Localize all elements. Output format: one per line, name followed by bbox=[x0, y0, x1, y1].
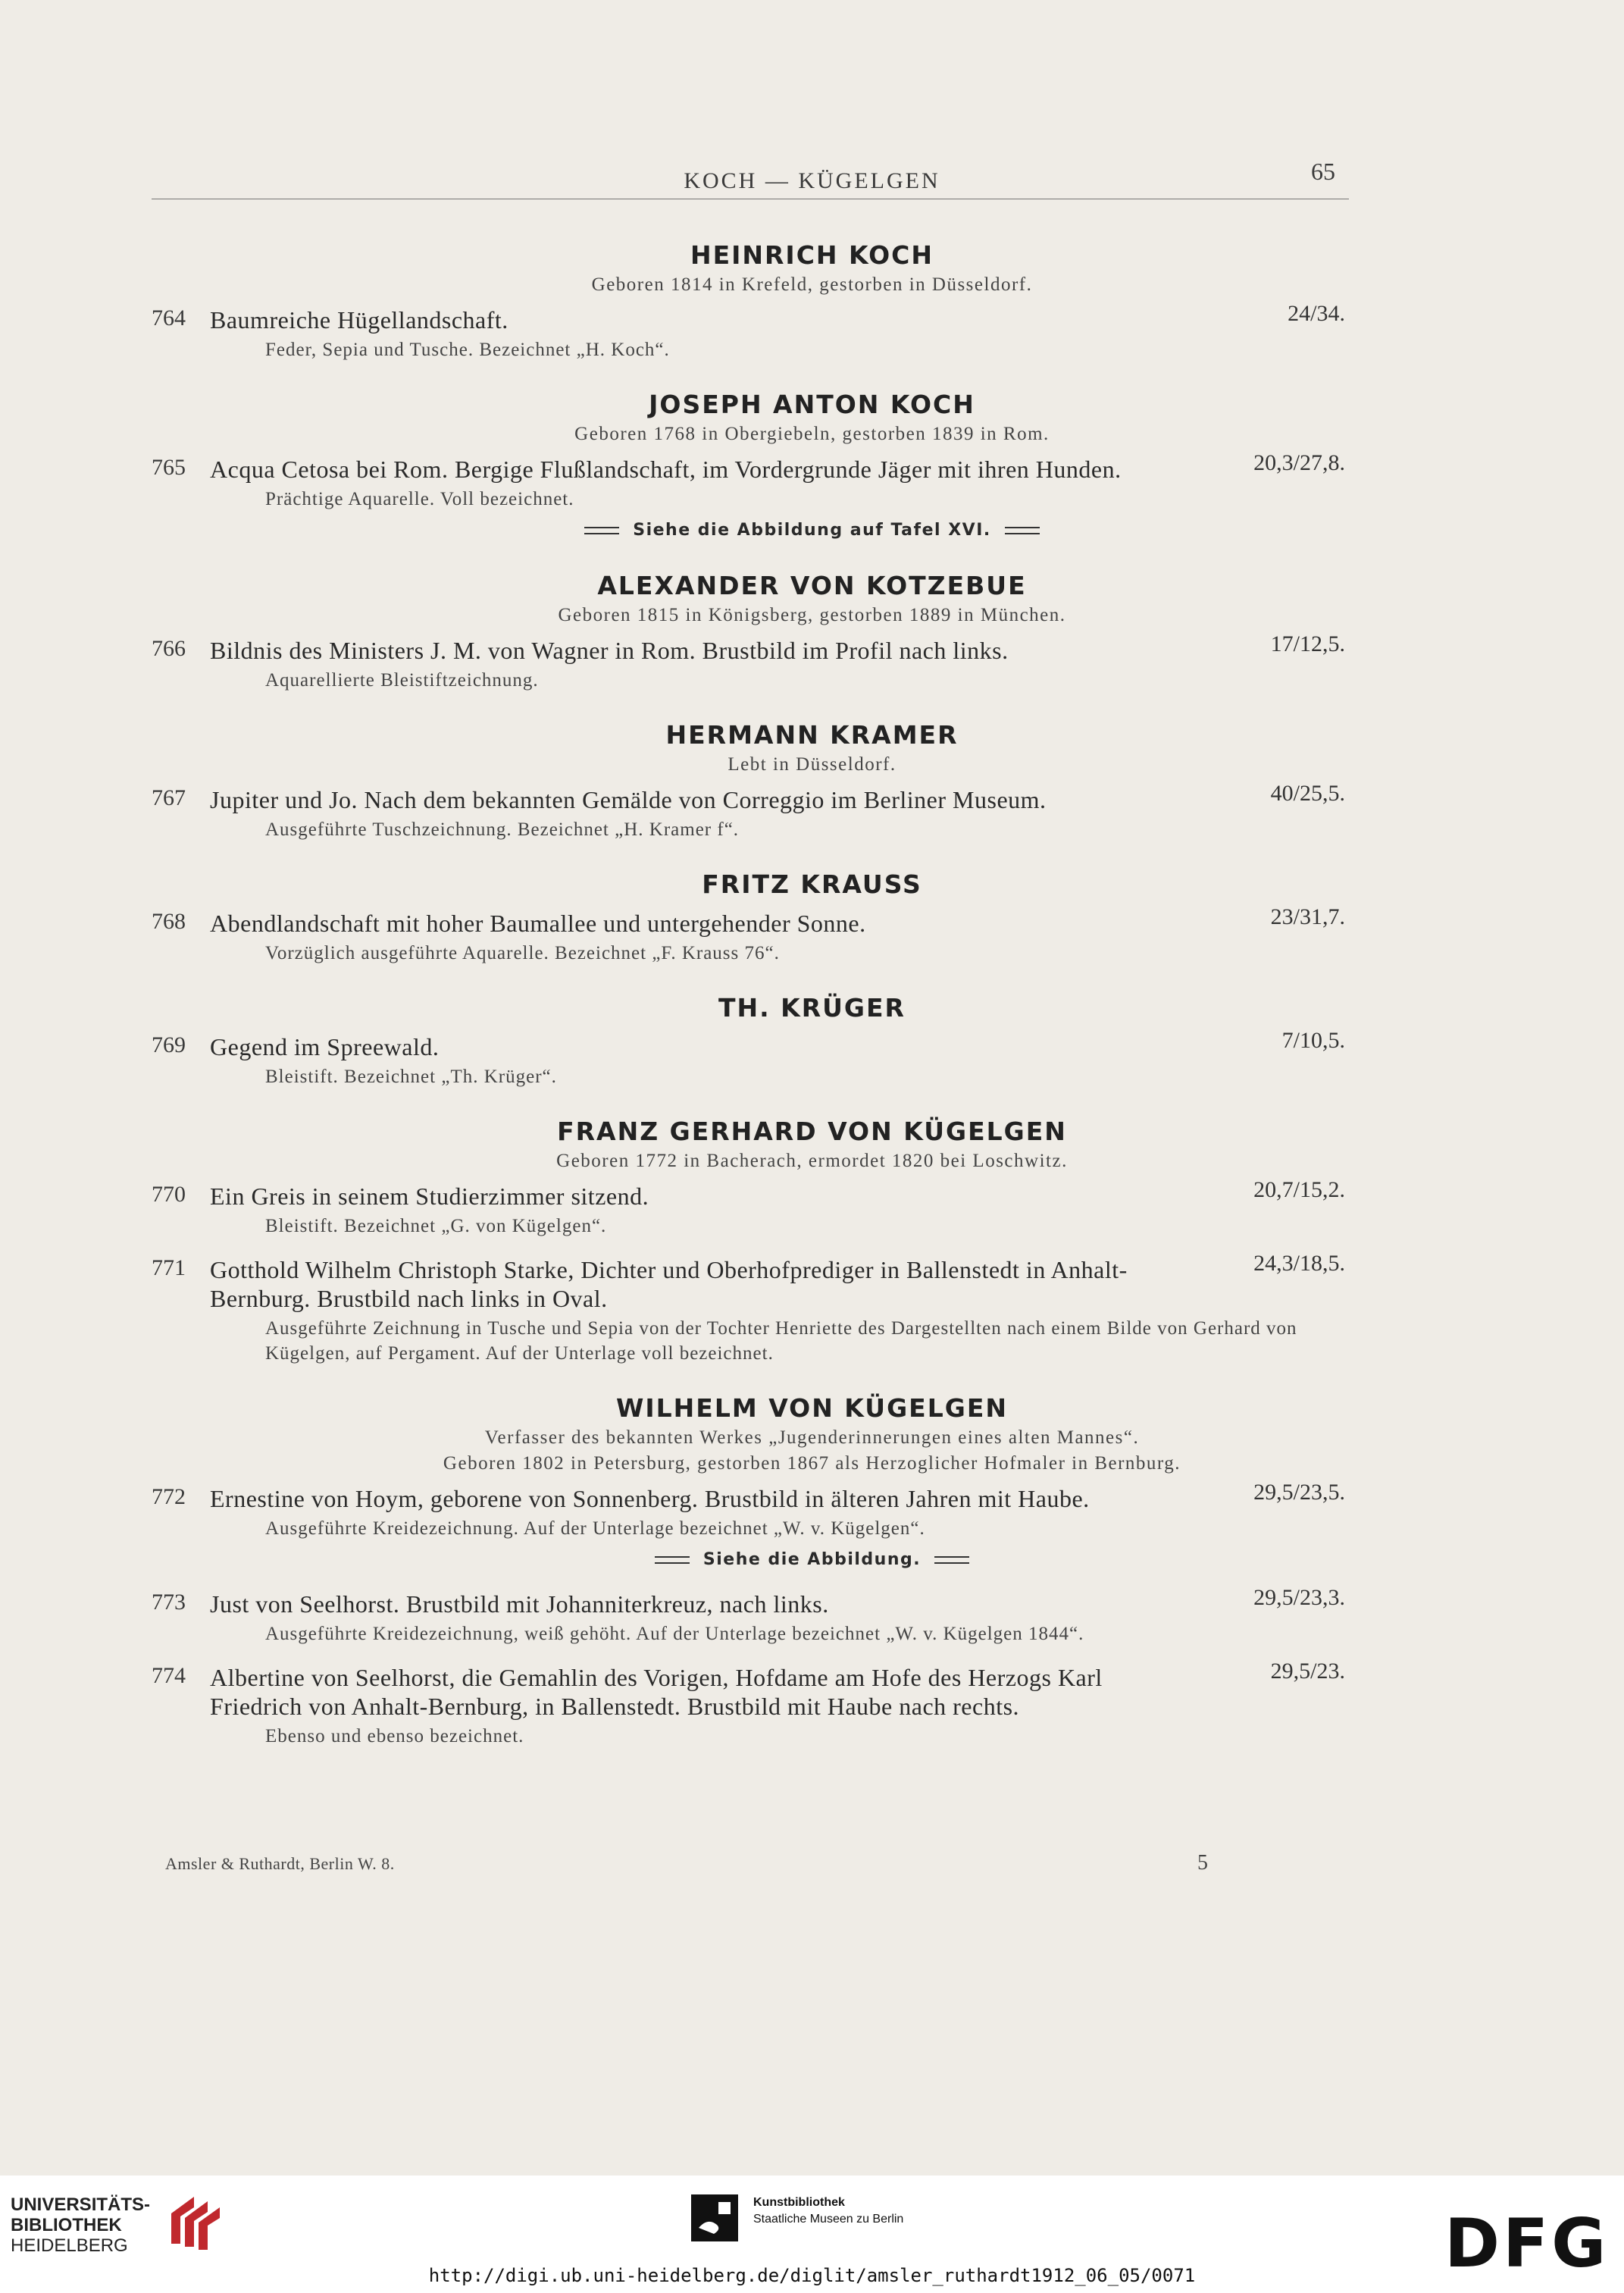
catalog-entry bbox=[152, 1659, 1345, 1749]
page-url[interactable]: http://digi.ub.uni-heidelberg.de/diglit/amsler_ruthardt1912_06_05/0071 bbox=[428, 2265, 1196, 2286]
catalog-entry bbox=[152, 904, 1345, 966]
lot-number: 764 bbox=[152, 305, 186, 330]
lot-number: 767 bbox=[152, 785, 186, 810]
lot-title: Baumreiche Hügellandschaft. bbox=[210, 306, 508, 334]
artist-name: TH. KRÜGER bbox=[718, 993, 906, 1023]
catalog-entry bbox=[152, 1028, 1345, 1089]
dimensions: 20,3/27,8. bbox=[1253, 450, 1345, 475]
dimensions: 24,3/18,5. bbox=[1253, 1251, 1345, 1276]
ub-line-1: UNIVERSITÄTS- bbox=[11, 2194, 151, 2215]
sheet-signature: 5 bbox=[1197, 1851, 1208, 1875]
lot-title: Acqua Cetosa bei Rom. Bergige Flußlandschaft, im Vordergrunde Jäger mit ihren Hunden. bbox=[210, 456, 1122, 483]
double-rule-right bbox=[934, 1556, 969, 1564]
lot-number: 770 bbox=[152, 1182, 186, 1207]
artist-section bbox=[0, 868, 1624, 966]
lot-title: Just von Seelhorst. Brustbild mit Johanniterkreuz, nach links. bbox=[210, 1590, 829, 1618]
publisher-imprint: Amsler & Ruthardt, Berlin W. 8. bbox=[165, 1854, 395, 1873]
lot-number: 773 bbox=[152, 1590, 186, 1615]
plate-reference bbox=[0, 518, 1624, 543]
artist-name: WILHELM VON KÜGELGEN bbox=[615, 1393, 1009, 1423]
catalog-entry bbox=[152, 1585, 1345, 1646]
lot-description: Feder, Sepia und Tusche. Bezeichnet „H. Koch“. bbox=[265, 340, 670, 360]
lot-description: Ausgeführte Kreidezeichnung. Auf der Unterlage bezeichnet „W. v. Kügelgen“. bbox=[265, 1518, 925, 1539]
artist-section bbox=[0, 1392, 1624, 1749]
lot-number: 771 bbox=[152, 1255, 186, 1280]
lot-number: 772 bbox=[152, 1484, 186, 1509]
lot-number: 765 bbox=[152, 455, 186, 480]
lot-title: Gotthold Wilhelm Christoph Starke, Dichter und Oberhofprediger in Ballenstedt in Anhalt-Bernburg. Brustbild nach links in Oval. bbox=[210, 1256, 1128, 1312]
artist-name: HERMANN KRAMER bbox=[665, 720, 959, 750]
catalog-content bbox=[0, 239, 1624, 1749]
lot-number: 768 bbox=[152, 909, 186, 934]
artist-biography: Geboren 1772 in Bacherach, ermordet 1820 bei Loschwitz. bbox=[556, 1151, 1068, 1171]
catalog-entry bbox=[152, 1251, 1345, 1366]
plate-reference bbox=[0, 1547, 1624, 1573]
catalog-entry bbox=[152, 1177, 1345, 1239]
catalog-entry bbox=[152, 1480, 1345, 1541]
dimensions: 40/25,5. bbox=[1270, 781, 1345, 806]
plate-reference-text: Siehe die Abbildung auf Tafel XVI. bbox=[633, 521, 991, 540]
ub-line-2: BIBLIOTHEK bbox=[11, 2215, 122, 2235]
page-number: 65 bbox=[1311, 158, 1335, 185]
lot-number: 774 bbox=[152, 1663, 186, 1688]
lot-description: Bleistift. Bezeichnet „G. von Kügelgen“. bbox=[265, 1216, 607, 1236]
lot-number: 766 bbox=[152, 636, 186, 661]
dimensions: 24/34. bbox=[1288, 301, 1345, 326]
lot-number: 769 bbox=[152, 1032, 186, 1057]
lot-title: Ein Greis in seinem Studierzimmer sitzend. bbox=[210, 1183, 649, 1210]
dimensions: 17/12,5. bbox=[1270, 631, 1345, 656]
kunstbibliothek-mark-icon bbox=[691, 2194, 738, 2241]
dimensions: 29,5/23. bbox=[1270, 1659, 1345, 1684]
running-title: KOCH — KÜGELGEN bbox=[684, 168, 940, 193]
artist-biography: Geboren 1815 in Königsberg, gestorben 1889 in München. bbox=[558, 605, 1066, 625]
artist-section bbox=[0, 239, 1624, 362]
artist-section bbox=[0, 991, 1624, 1089]
dfg-logo[interactable]: DFG bbox=[1444, 2204, 1610, 2282]
lot-description: Bleistift. Bezeichnet „Th. Krüger“. bbox=[265, 1067, 557, 1087]
lot-title: Bildnis des Ministers J. M. von Wagner in Rom. Brustbild im Profil nach links. bbox=[210, 637, 1009, 664]
lot-title: Gegend im Spreewald. bbox=[210, 1033, 440, 1060]
catalog-entry bbox=[152, 301, 1345, 362]
double-rule-right bbox=[1005, 527, 1040, 534]
catalog-entry bbox=[152, 781, 1345, 842]
artist-section bbox=[0, 719, 1624, 842]
double-rule-left bbox=[584, 527, 619, 534]
ub-heidelberg-mark-icon bbox=[165, 2191, 226, 2251]
ub-line-3: HEIDELBERG bbox=[11, 2235, 128, 2256]
catalog-entry bbox=[152, 450, 1345, 512]
plate-reference-text: Siehe die Abbildung. bbox=[702, 1550, 922, 1569]
lot-description: Ausgeführte Kreidezeichnung, weiß gehöht. Auf der Unterlage bezeichnet „W. v. Kügelgen 1844“. bbox=[265, 1624, 1084, 1644]
dimensions: 23/31,7. bbox=[1270, 904, 1345, 929]
kunstbibliothek-logo[interactable] bbox=[691, 2194, 903, 2241]
artist-biography: Lebt in Düsseldorf. bbox=[728, 754, 896, 775]
artist-biography: Geboren 1802 in Petersburg, gestorben 1867 als Herzoglicher Hofmaler in Bernburg. bbox=[443, 1453, 1181, 1474]
kb-line-1: Kunstbibliothek bbox=[753, 2196, 845, 2209]
lot-description: Aquarellierte Bleistiftzeichnung. bbox=[265, 670, 539, 691]
lot-title: Abendlandschaft mit hoher Baumallee und untergehender Sonne. bbox=[210, 910, 866, 937]
lot-title: Ernestine von Hoym, geborene von Sonnenberg. Brustbild in älteren Jahren mit Haube. bbox=[210, 1485, 1090, 1512]
artist-name: ALEXANDER VON KOTZEBUE bbox=[597, 571, 1027, 600]
kb-line-2: Staatliche Museen zu Berlin bbox=[753, 2213, 904, 2226]
artist-section bbox=[0, 569, 1624, 693]
artist-name: FRITZ KRAUSS bbox=[702, 869, 922, 899]
artist-biography: Geboren 1768 in Obergiebeln, gestorben 1839 in Rom. bbox=[574, 424, 1050, 444]
double-rule-left bbox=[655, 1556, 690, 1564]
lot-description: Ausgeführte Tuschzeichnung. Bezeichnet „H. Kramer f“. bbox=[265, 819, 740, 840]
lot-description: Ebenso und ebenso bezeichnet. bbox=[265, 1726, 524, 1746]
dimensions: 20,7/15,2. bbox=[1253, 1177, 1345, 1202]
lot-title: Jupiter und Jo. Nach dem bekannten Gemälde von Correggio im Berliner Museum. bbox=[210, 786, 1047, 813]
dimensions: 29,5/23,5. bbox=[1253, 1480, 1345, 1505]
artist-section bbox=[0, 388, 1624, 543]
artist-name: HEINRICH KOCH bbox=[690, 240, 934, 270]
dimensions: 29,5/23,3. bbox=[1253, 1585, 1345, 1610]
artist-name: JOSEPH ANTON KOCH bbox=[649, 390, 975, 419]
artist-biography: Geboren 1814 in Krefeld, gestorben in Düsseldorf. bbox=[591, 274, 1033, 295]
dimensions: 7/10,5. bbox=[1281, 1028, 1345, 1053]
catalog-entry bbox=[152, 631, 1345, 693]
lot-description: Vorzüglich ausgeführte Aquarelle. Bezeichnet „F. Krauss 76“. bbox=[265, 943, 780, 963]
lot-description: Ausgeführte Zeichnung in Tusche und Sepia von der Tochter Henriette des Dargestellten nach einem Bilde von Gerhard von Kügelgen, auf Pergament. Auf der Unterlage voll bezeichnet. bbox=[265, 1318, 1297, 1364]
ub-heidelberg-logo[interactable] bbox=[11, 2194, 150, 2256]
lot-description: Prächtige Aquarelle. Voll bezeichnet. bbox=[265, 489, 574, 509]
artist-section bbox=[0, 1115, 1624, 1366]
lot-title: Albertine von Seelhorst, die Gemahlin des Vorigen, Hofdame am Hofe des Herzogs Karl Friedrich von Anhalt-Bernburg, in Ballenstedt. Brustbild mit Haube nach rechts. bbox=[210, 1664, 1103, 1720]
artist-name: FRANZ GERHARD VON KÜGELGEN bbox=[557, 1117, 1067, 1146]
artist-biography: Verfasser des bekannten Werkes „Jugenderinnerungen eines alten Mannes“. bbox=[484, 1427, 1140, 1448]
